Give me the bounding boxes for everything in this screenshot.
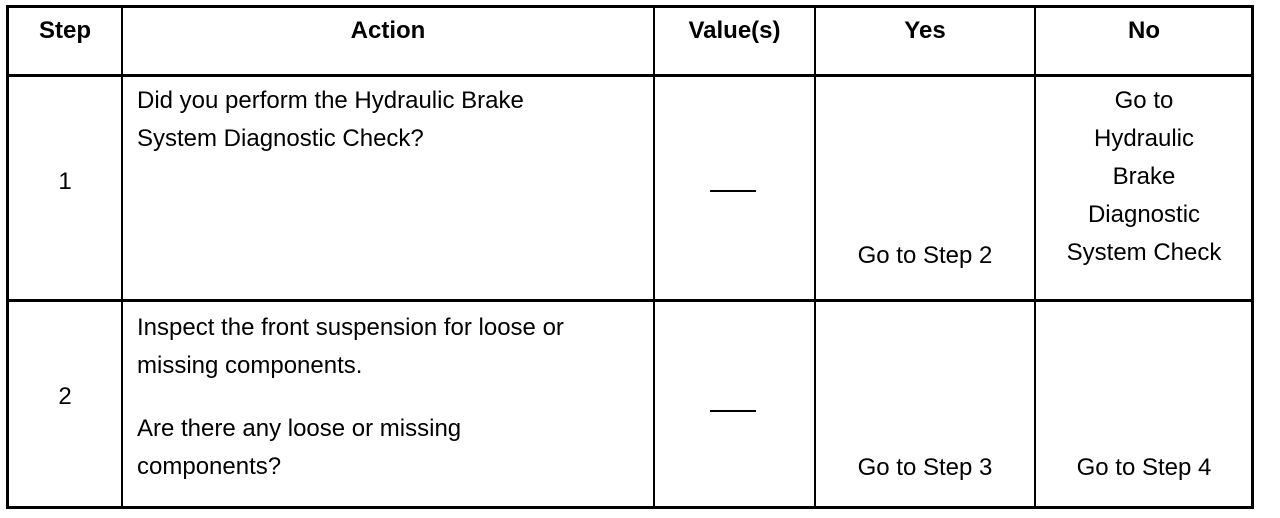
header-values: Value(s) xyxy=(688,17,781,44)
header-step: Step xyxy=(38,17,91,44)
header-yes: Yes xyxy=(904,17,946,44)
column-divider xyxy=(121,8,123,506)
diagnostic-table xyxy=(6,5,1254,509)
action-text: Did you perform the Hydraulic Brake System Diagnostic Check? xyxy=(137,87,524,152)
action-question: Are there any loose or missing components? xyxy=(137,415,462,480)
row-divider xyxy=(9,299,1251,302)
no-link: Go to Step 4 xyxy=(1076,454,1212,481)
row-divider xyxy=(9,74,1251,77)
column-divider xyxy=(653,8,655,506)
step-number: 2 xyxy=(58,383,72,410)
value-dash xyxy=(710,190,756,192)
yes-link: Go to Step 3 xyxy=(857,454,993,481)
header-action: Action xyxy=(350,17,426,44)
header-no: No xyxy=(1128,17,1160,44)
yes-link: Go to Step 2 xyxy=(857,242,993,269)
action-text: Inspect the front suspension for loose or missing components. xyxy=(137,314,564,379)
value-dash xyxy=(710,410,756,412)
no-link: Go to Hydraulic Brake Diagnostic System Check xyxy=(1066,87,1222,266)
step-number: 1 xyxy=(58,168,72,195)
